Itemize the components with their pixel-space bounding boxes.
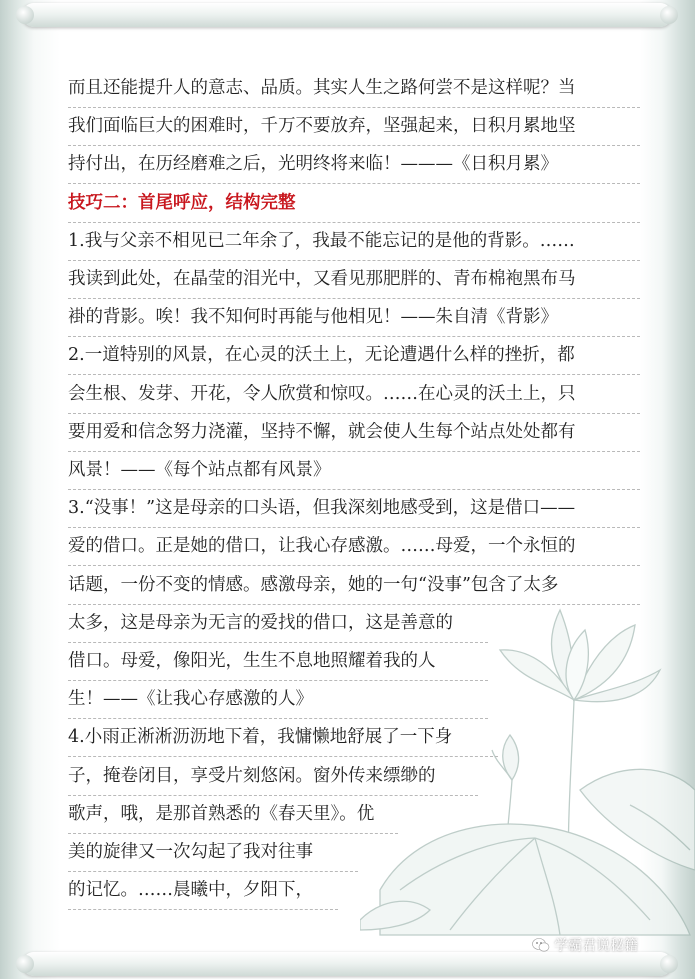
wechat-icon [532,937,550,953]
text-line: 爱的借口。正是她的借口，让我心存感激。……母爱，一个永恒的 [68,527,640,566]
text-line: 我读到此处，在晶莹的泪光中，又看见那肥胖的、青布棉袍黑布马 [68,260,640,299]
text-line: 褂的背影。唉！我不知何时再能与他相见！——朱自清《背影》 [68,298,640,337]
text-line: 借口。母爱，像阳光，生生不息地照耀着我的人 [68,642,488,681]
watermark-text: 学霸君说秘籍 [554,938,638,954]
text-line: 要用爱和信念努力浇灌，坚持不懈，就会使人生每个站点处处都有 [68,413,640,452]
text-line: 子，掩卷闭目，享受片刻悠闲。窗外传来缥缈的 [68,757,478,796]
text-line: 风景！——《每个站点都有风景》 [68,451,640,490]
text-line: 歌声，哦，是那首熟悉的《春天里》。优 [68,795,398,834]
text-line: 而且还能提升人的意志、品质。其实人生之路何尝不是这样呢？当 [68,69,640,108]
text-line: 我们面临巨大的困难时，千万不要放弃，坚强起来，日积月累地坚 [68,107,640,146]
text-line: 话题，一份不变的情感。感激母亲，她的一句“没事”包含了太多 [68,566,640,605]
text-line: 的记忆。……晨曦中，夕阳下， [68,871,338,910]
text-line: 2.一道特别的风景，在心灵的沃土上，无论遭遇什么样的挫折，都 [68,336,640,375]
text-line: 生！——《让我心存感激的人》 [68,680,488,719]
text-line: 会生根、发芽、开花，令人欣赏和惊叹。……在心灵的沃土上，只 [68,375,640,414]
watermark [532,934,638,956]
text-line: 美的旋律又一次勾起了我对往事 [68,833,358,872]
text-line: 1.我与父亲不相见已二年余了，我最不能忘记的是他的背影。…… [68,222,640,261]
text-line: 3.“没事！”这是母亲的口头语，但我深刻地感受到，这是借口—— [68,489,640,528]
text-line: 持付出，在历经磨难之后，光明终将来临！———《日积月累》 [68,145,640,184]
scroll-top-rod [22,3,672,27]
section-heading: 技巧二：首尾呼应，结构完整 [68,184,640,223]
text-line: 4.小雨正淅淅沥沥地下着，我慵懒地舒展了一下身 [68,718,498,757]
text-line: 太多，这是母亲为无言的爱找的借口，这是善意的 [68,604,488,643]
